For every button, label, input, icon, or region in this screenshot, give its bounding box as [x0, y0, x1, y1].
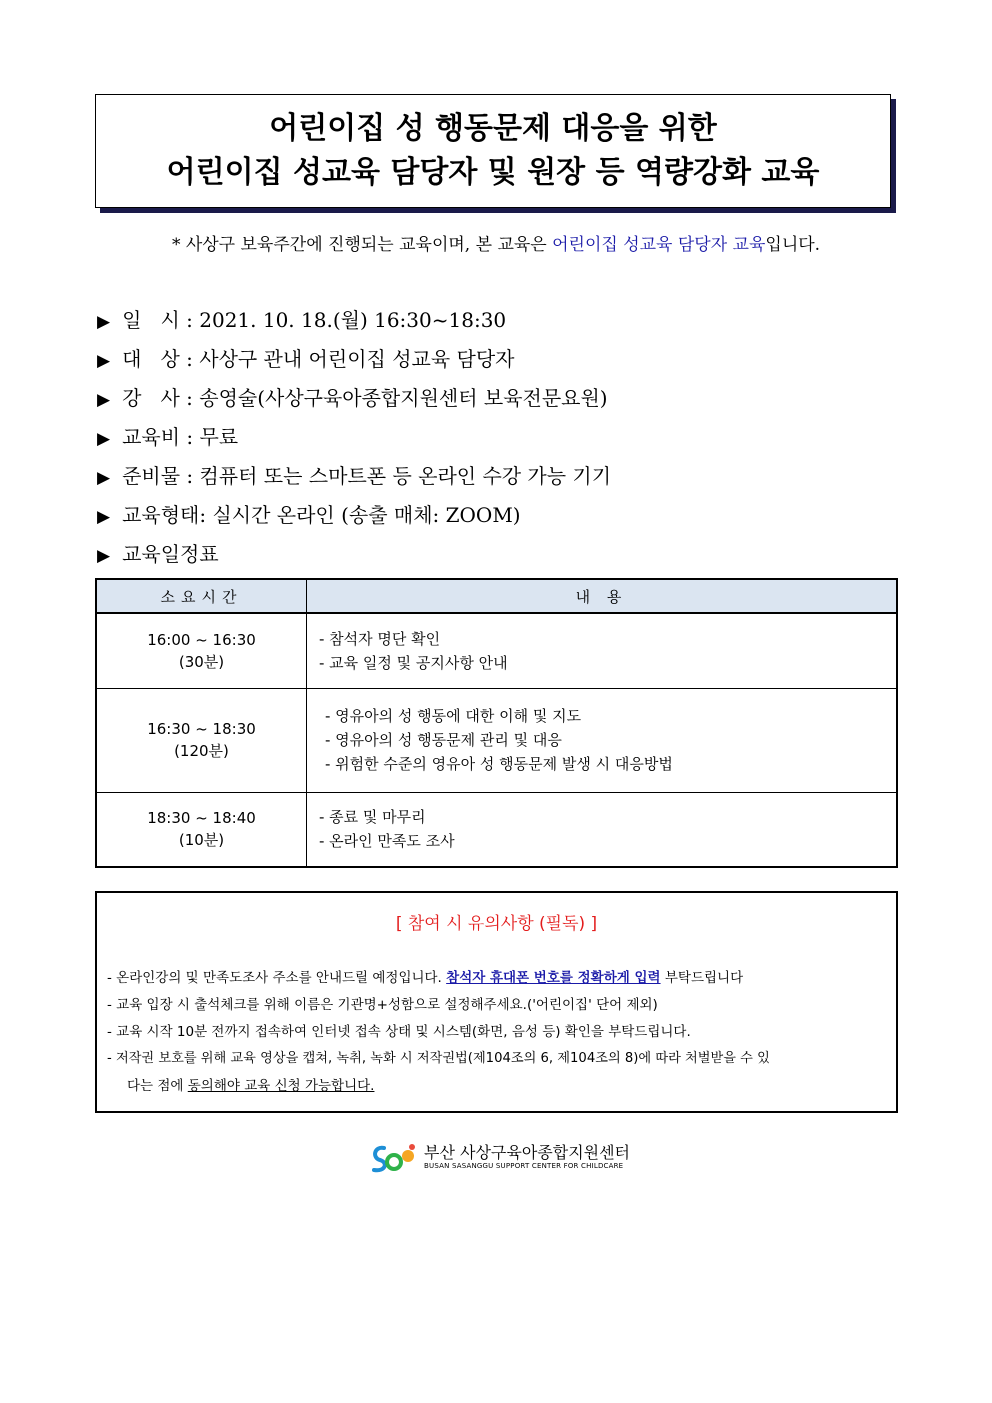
title-line-2: 어린이집 성교육 담당자 및 원장 등 역량강화 교육 [166, 155, 820, 190]
warning-line-5 [127, 1074, 374, 1094]
header-content: 내 용 [307, 579, 898, 613]
duration: (30분) [178, 652, 225, 671]
warning-line-1 [107, 966, 743, 986]
content-item: - 위험한 수준의 영유아 성 행동문제 발생 시 대응방법 [325, 755, 673, 773]
notice-text [0, 230, 992, 255]
duration: (10분) [178, 831, 225, 850]
warning-line-2: - 교육 입장 시 출석체크를 위해 이름은 기관명+성함으로 설정해주세요.('어린이집' 단어 제외) [107, 997, 658, 1013]
arrow-icon: ▶ [97, 351, 111, 371]
warning-text: 부탁드립니다 [660, 970, 744, 986]
info-text: 교육비 : 무료 [122, 425, 239, 449]
arrow-icon: ▶ [97, 429, 111, 449]
warning-emphasis: 참석자 휴대폰 번호를 정확하게 입력 [446, 970, 661, 986]
content-item: - 영유아의 성 행동에 대한 이해 및 지도 [325, 707, 582, 725]
schedule-table [95, 578, 898, 868]
time-range: 16:00 ~ 16:30 [147, 630, 256, 649]
content-item: - 영유아의 성 행동문제 관리 및 대응 [325, 731, 562, 749]
time-range: 18:30 ~ 18:40 [147, 809, 256, 828]
header-time: 소요시간 [96, 579, 307, 613]
info-text: 교육형태: 실시간 온라인 (송출 매체: ZOOM) [122, 503, 521, 527]
center-logo-icon [370, 1140, 418, 1174]
info-text: 교육일정표 [122, 542, 219, 566]
content-cell [307, 613, 898, 688]
warning-title: [ 참여 시 유의사항 (필독) ] [395, 914, 598, 934]
content-item: - 교육 일정 및 공지사항 안내 [319, 653, 508, 672]
info-text: 강 사 : 송영술(사상구육아종합지원센터 보육전문요원) [122, 386, 608, 410]
content-cell [307, 792, 898, 867]
arrow-icon: ▶ [97, 507, 111, 527]
center-name-ko: 부산 사상구육아종합지원센터 [424, 1142, 631, 1162]
info-date [97, 304, 506, 333]
arrow-icon: ▶ [97, 390, 111, 410]
warning-line-3: - 교육 시작 10분 전까지 접속하여 인터넷 접속 상태 및 시스템(화면, 음성 등) 확인을 부탁드립니다. [107, 1024, 691, 1040]
time-range: 16:30 ~ 18:30 [147, 720, 256, 738]
warning-text: 다는 점에 [127, 1078, 188, 1094]
notice-highlight: 어린이집 성교육 담당자 교육 [552, 235, 766, 255]
warning-underline: 동의해야 교육 신청 가능합니다. [187, 1078, 375, 1094]
center-name-en: BUSAN SASANGGU SUPPORT CENTER FOR CHILDCARE [424, 1161, 624, 1170]
info-target [97, 343, 514, 372]
title-box [95, 94, 891, 208]
table-row [96, 613, 897, 688]
info-supplies [97, 460, 611, 489]
info-fee [97, 421, 238, 450]
time-cell [96, 792, 307, 867]
content-item: - 종료 및 마무리 [319, 808, 426, 827]
table-row [96, 688, 897, 792]
warning-text: - 온라인강의 및 만족도조사 주소를 안내드릴 예정입니다. [107, 970, 447, 986]
time-cell [96, 688, 307, 792]
content-cell [307, 688, 898, 792]
table-header-row [96, 579, 897, 613]
info-text: 준비물 : 컴퓨터 또는 스마트폰 등 온라인 수강 가능 기기 [122, 464, 612, 488]
arrow-icon: ▶ [97, 546, 111, 566]
warning-box [95, 891, 898, 1113]
warning-line-4: - 저작권 보호를 위해 교육 영상을 캡쳐, 녹취, 녹화 시 저작권법(제104조의 6, 제104조의 8)에 따라 처벌받을 수 있 [107, 1051, 770, 1066]
arrow-icon: ▶ [97, 312, 111, 332]
info-format [97, 499, 521, 528]
title-line-1: 어린이집 성 행동문제 대응을 위한 [269, 111, 717, 146]
info-text: 일 시 : 2021. 10. 18.(월) 16:30~18:30 [122, 308, 507, 332]
notice-prefix: * 사상구 보육주간에 진행되는 교육이며, 본 교육은 [171, 235, 553, 255]
footer-logo [370, 1140, 630, 1174]
table-row [96, 792, 897, 867]
footer-text [424, 1144, 630, 1171]
info-schedule-heading [97, 538, 219, 567]
info-lecturer [97, 382, 608, 411]
notice-suffix: 입니다. [765, 235, 821, 255]
content-item: - 온라인 만족도 조사 [319, 832, 455, 851]
arrow-icon: ▶ [97, 468, 111, 488]
time-cell [96, 613, 307, 688]
duration: (120분) [174, 742, 229, 760]
info-text: 대 상 : 사상구 관내 어린이집 성교육 담당자 [122, 347, 515, 371]
content-item: - 참석자 명단 확인 [319, 629, 441, 648]
